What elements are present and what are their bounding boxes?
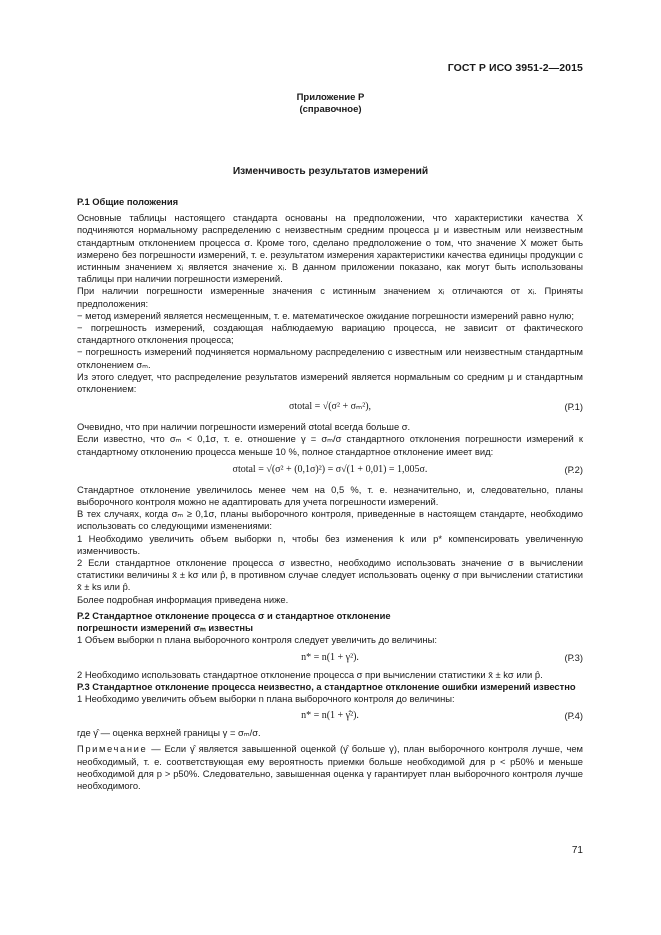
formula-p2 [77,458,583,484]
formula-p1 [77,395,583,421]
paragraph: Основные таблицы настоящего стандарта основаны на предположении, что характеристики качества X подчиняются нормальному распределению с неизвестным средним процесса μ и известным или неизвестным стандартным отклонением процесса σ. Кроме того, сделано предположение о том, что значение X может быть измерено без погрешности измерений, т. е. результатом измерения характеристики качества единицы продукции с истинным значением xᵢ является значение xᵢ. В данном приложении показано, как могут быть использованы таблицы при наличии погрешности измерений. [77,212,583,285]
formula-p3 [77,647,583,669]
paragraph: Из этого следует, что распределение результатов измерений является нормальным со средним μ и стандартным отклонением: [77,370,583,395]
section-heading-p3: Р.3 Стандартное отклонение процесса неизвестно, а стандартное отклонение ошибки измерений известно [77,680,576,692]
paragraph: Более подробная информация приведена ниже. [77,593,289,605]
annex-heading: Изменчивость результатов измерений [232,166,429,177]
formula-number: (Р.1) [564,401,583,413]
formula-p4 [77,705,583,727]
formula-text: σtotal = √(σ² + σₘ²), [288,401,372,413]
page-number: 71 [571,845,583,856]
paragraph: 2 Если стандартное отклонение процесса σ известно, необходимо использовать значение σ в вычислении статистики величины x̄ ± kσ или p̂, в противном случае следует использовать оценку σ при вычислении статистики x̄ ± ks или p̂. [77,557,583,593]
formula-number: (Р.2) [564,463,583,475]
formula-text: n* = n(1 + γ²). [301,651,359,663]
bullet-item: − метод измерений является несмещенным, т. е. математическое ожидание погрешности измерений равно нулю; [77,309,574,321]
paragraph: Очевидно, что при наличии погрешности измерений σtotal всегда больше σ. [77,421,411,433]
note-label: Примечание [77,743,148,755]
paragraph: 1 Необходимо увеличить объем выборки n, чтобы без изменения k или p* компенсировать увеличенную изменчивость. [77,532,583,556]
section-heading-p2-line2: погрешности измерений σₘ известны [77,622,254,634]
bullet-item: − погрешность измерений, создающая наблюдаемую вариацию процесса, не зависит от фактического стандартного отклонения процесса; [77,322,583,346]
paragraph: 2 Необходимо использовать стандартное отклонение процесса σ при вычислении статистики x̄ ± kσ или p̂. [77,668,543,680]
note [77,743,583,792]
document-id: ГОСТ Р ИСО 3951-2—2015 [447,62,583,74]
annex-title: Приложение Р [296,92,365,103]
paragraph: где γ̂ — оценка верхней границы γ = σₘ/σ. [77,727,261,739]
paragraph: При наличии погрешности измеренные значения с истинным значением xᵢ отличаются от xᵢ. Приняты предположения: [77,285,583,309]
paragraph: Стандартное отклонение увеличилось менее чем на 0,5 %, т. е. незначительно, и, следовательно, планы выборочного контроля можно не адаптировать для учета погрешности измерений. [77,483,583,508]
section-heading-p1: Р.1 Общие положения [77,196,179,207]
paragraph: 1 Объем выборки n плана выборочного контроля следует увеличить до величины: [77,634,437,646]
formula-text: n* = n(1 + γ̂²). [301,710,359,722]
note-text: — Если γ̂ является завышенной оценкой (γ̂ больше γ), план выборочного контроля лучше, чем необходимый, т. е. соответствующая ему вероятность приемки больше необходимой для p < p50% и меньше необходимой для p > p50%. Следовательно, завышенная оценка γ гарантирует план выборочного контроля лучше необходимого. [77,743,583,791]
formula-number: (Р.3) [564,651,583,663]
formula-number: (Р.4) [564,710,583,722]
paragraph: Если известно, что σₘ < 0,1σ, т. е. отношение γ = σₘ/σ стандартного отклонения погрешности измерений к стандартному отклонению процесса меньше 10 %, полное стандартное отклонение имеет вид: [77,433,583,457]
section-heading-p2-line1: Р.2 Стандартное отклонение процесса σ и стандартное отклонение [77,609,391,621]
section-p1 [77,196,583,792]
paragraph: В тех случаях, когда σₘ ≥ 0,1σ, планы выборочного контроля, приведенные в настоящем стандарте, необходимо использовать со следующими изменениями: [77,508,583,532]
annex-subtitle: (справочное) [299,104,362,115]
paragraph: 1 Необходимо увеличить объем выборки n плана выборочного контроля до величины: [77,692,455,704]
bullet-item: − погрешность измерений подчиняется нормальному распределению с известным или неизвестным стандартным отклонением σₘ. [77,346,583,370]
formula-text: σtotal = √(σ² + (0,1σ)²) = σ√(1 + 0,01) = 1,005σ. [232,463,428,475]
